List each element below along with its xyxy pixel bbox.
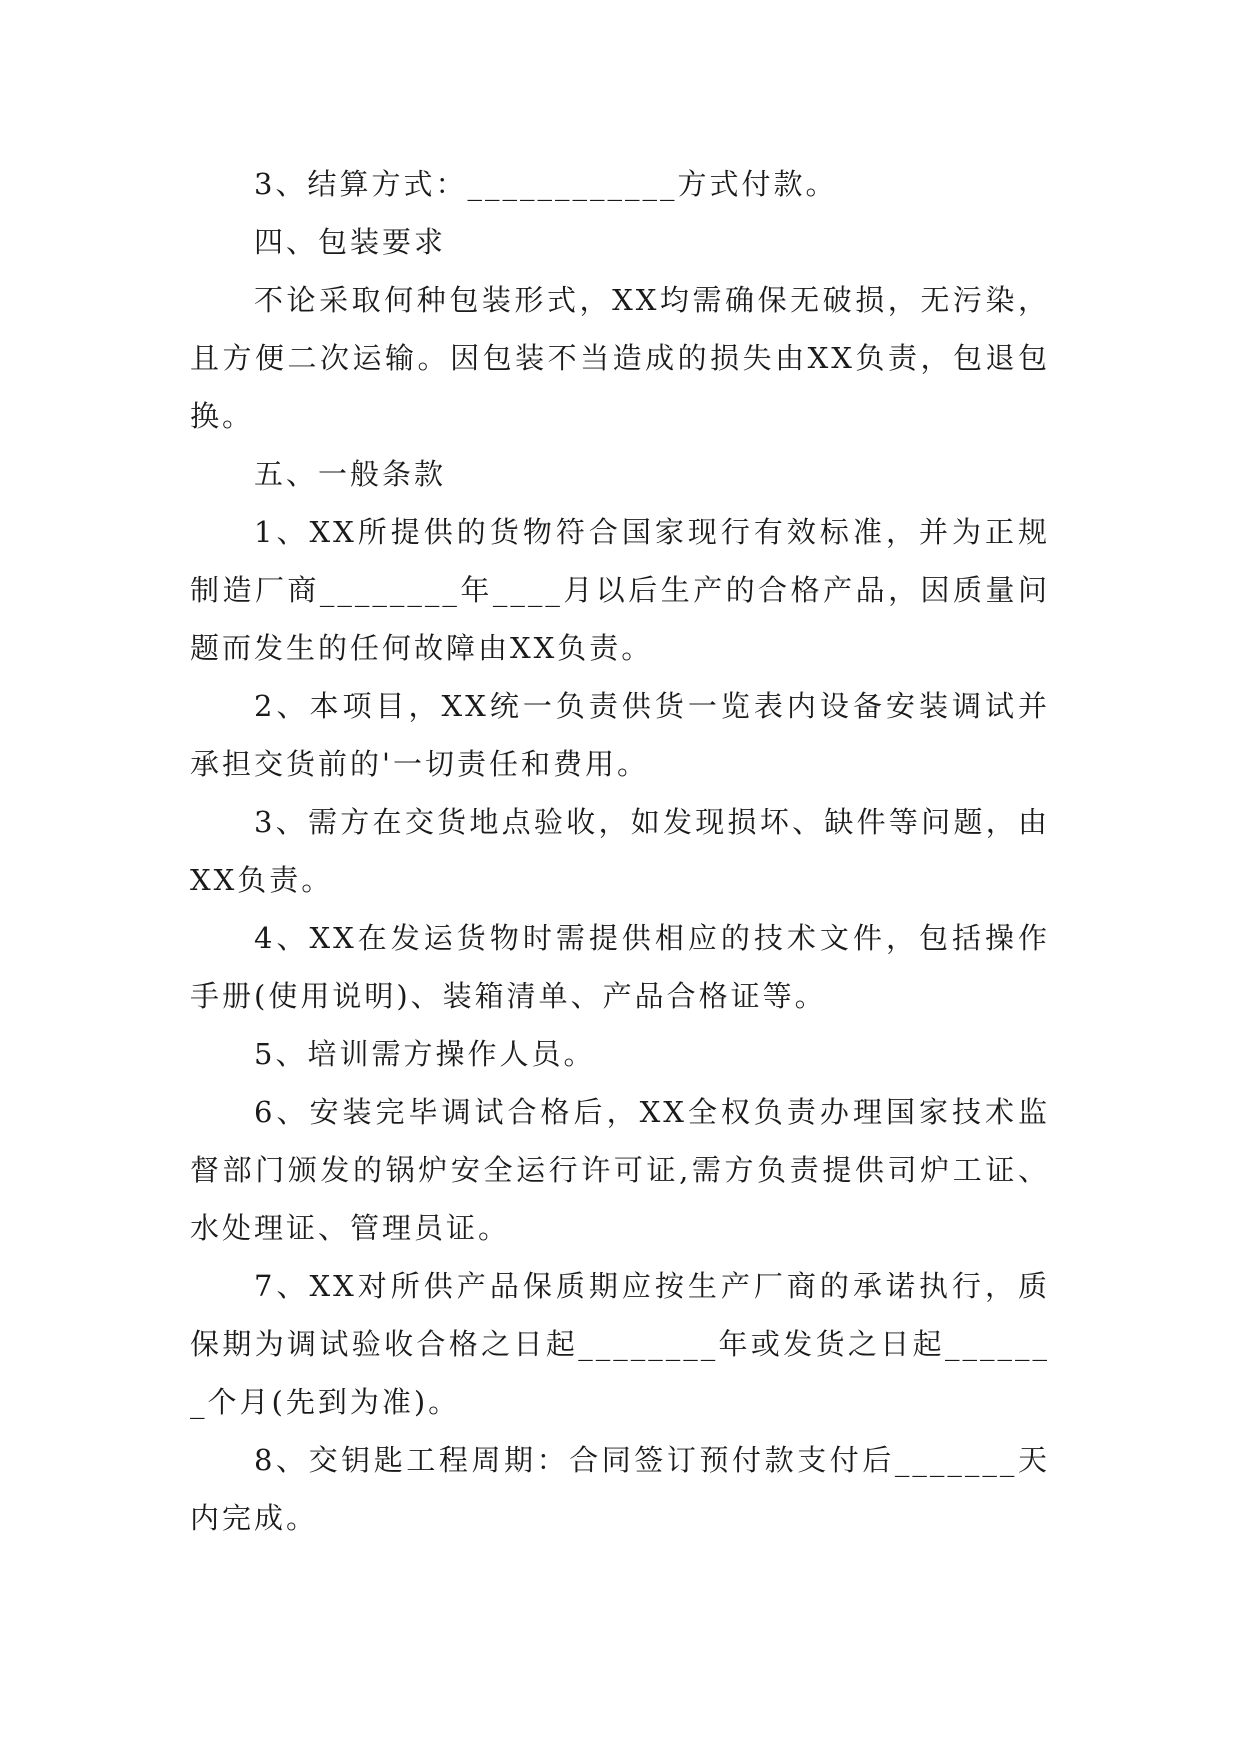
packaging-paragraph: 不论采取何种包装形式，XX均需确保无破损，无污染，且方便二次运输。因包装不当造成的损失由XX负责，包退包换。 xyxy=(190,283,1050,433)
clause-6: 6、安装完毕调试合格后，XX全权负责办理国家技术监督部门颁发的锅炉安全运行许可证,需方负责提供司炉工证、水处理证、管理员证。 xyxy=(190,1095,1050,1245)
clause-2: 2、本项目，XX统一负责供货一览表内设备安装调试并承担交货前的'一切责任和费用。 xyxy=(190,689,1050,781)
clause-7: 7、XX对所供产品保质期应按生产厂商的承诺执行，质保期为调试验收合格之日起________年或发货之日起_______个月(先到为准)。 xyxy=(190,1269,1050,1419)
clause-5: 5、培训需方操作人员。 xyxy=(254,1037,596,1071)
packaging-heading: 四、包装要求 xyxy=(254,225,447,259)
clause-1: 1、XX所提供的货物符合国家现行有效标准，并为正规制造厂商________年____月以后生产的合格产品，因质量问题而发生的任何故障由XX负责。 xyxy=(190,515,1050,665)
clause-8: 8、交钥匙工程周期：合同签订预付款支付后_______天内完成。 xyxy=(190,1443,1050,1535)
clause-4: 4、XX在发运货物时需提供相应的技术文件，包括操作手册(使用说明)、装箱清单、产品合格证等。 xyxy=(190,921,1050,1013)
payment-method-paragraph: 3、结算方式：____________方式付款。 xyxy=(254,167,838,201)
clause-3: 3、需方在交货地点验收，如发现损坏、缺件等问题，由XX负责。 xyxy=(190,805,1050,897)
general-terms-heading: 五、一般条款 xyxy=(254,457,447,491)
document-page xyxy=(190,155,1050,1547)
